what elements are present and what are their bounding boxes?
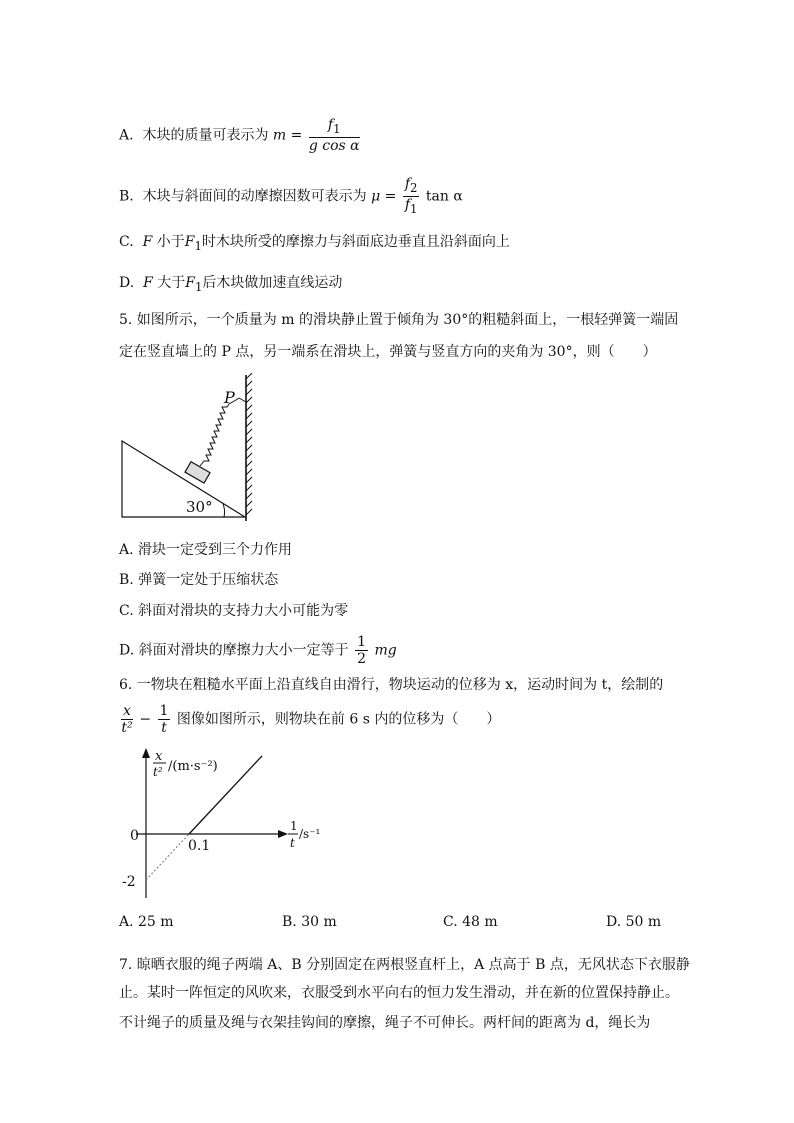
q6-option-d: D. 50 m bbox=[606, 914, 662, 930]
q4-option-a: A. 木块的质量可表示为 m = $\frac{f_1}{\text{g cos α}}$ bbox=[119, 117, 360, 154]
q6-xlabel-num: 1 bbox=[290, 819, 298, 833]
q5-stem-line2: 定在竖直墙上的 P 点，另一端系在滑块上，弹簧与竖直方向的夹角为 30°，则（ ） bbox=[119, 344, 657, 360]
q6-ylabel-den: t² bbox=[153, 765, 163, 779]
q6-x-tick-label: 0.1 bbox=[188, 838, 211, 854]
q5-point-label: P bbox=[224, 388, 235, 407]
q5-option-d: D. 斜面对滑块的摩擦力大小一定等于 $\frac{1}{2}$ mg bbox=[119, 634, 397, 667]
q7-stem-line1: 7. 晾晒衣服的绳子两端 A、B 分别固定在两根竖直杆上，A 点高于 B 点，无风状态下衣服静 bbox=[119, 957, 690, 973]
q6-option-c: C. 48 m bbox=[443, 914, 498, 930]
q4-option-d: D. F 大于$F_1$后木块做加速直线运动 bbox=[119, 275, 343, 294]
q5-angle-label: 30° bbox=[186, 498, 213, 516]
q6-options bbox=[119, 914, 679, 934]
q5-option-d-fraction: $\frac{1}{2}$ bbox=[357, 634, 367, 667]
q5-option-b: B. 弹簧一定处于压缩状态 bbox=[119, 572, 279, 588]
q6-option-a: A. 25 m bbox=[119, 914, 174, 930]
q6-origin-label: 0 bbox=[130, 828, 139, 844]
q6-xlabel-den: t bbox=[290, 836, 295, 850]
q4-option-b: B. 木块与斜面间的动摩擦因数可表示为 μ = $\frac{f_2}{f_1}$ tan α bbox=[119, 176, 463, 216]
q4-option-a-fraction: $\frac{f_1}{\text{g cos α}}$ bbox=[308, 117, 360, 154]
q4-option-b-text: 木块与斜面间的动摩擦因数可表示为 bbox=[142, 188, 367, 205]
q6-ylabel-unit: /(m·s⁻²) bbox=[168, 759, 218, 774]
q4-option-b-fraction: $\frac{f_2}{f_1}$ bbox=[404, 176, 418, 216]
q5-option-c: C. 斜面对滑块的支持力大小可能为零 bbox=[119, 603, 349, 619]
q7-stem-line2: 止。某时一阵恒定的风吹来，衣服受到水平向右的恒力发生滑动，并在新的位置保持静止。 bbox=[119, 985, 679, 1001]
q6-stem-line2: $\frac{x}{\text{t²}}$ − $\frac{1}{t}$ 图像如图所示，则物块在前 6 s 内的位移为（ ） bbox=[121, 703, 501, 736]
q7-stem-line3: 不计绳子的质量及绳与衣架挂钩间的摩擦，绳子不可伸长。两杆间的距离为 d，绳长为 bbox=[119, 1015, 651, 1031]
q6-ylabel-num: x bbox=[155, 749, 163, 764]
q5-option-a: A. 滑块一定受到三个力作用 bbox=[119, 542, 293, 558]
q4-option-a-text: 木块的质量可表示为 bbox=[142, 127, 269, 144]
q4-option-c: C. F 小于$F_1$时木块所受的摩擦力与斜面底边垂直且沿斜面向上 bbox=[119, 234, 510, 253]
q5-stem-line1: 5. 如图所示，一个质量为 m 的滑块静止置于倾角为 30°的粗糙斜面上，一根轻弹簧一端固 bbox=[119, 312, 679, 328]
q6-option-b: B. 30 m bbox=[282, 914, 337, 930]
q6-y-tick-label: -2 bbox=[122, 874, 136, 890]
q6-xlabel-unit: /s⁻¹ bbox=[299, 827, 321, 841]
q6-stem-line1: 6. 一物块在粗糙水平面上沿直线自由滑行，物块运动的位移为 x，运动时间为 t，绘制的 bbox=[119, 677, 664, 693]
q6-series-line-dashed bbox=[146, 834, 189, 880]
q6-chart bbox=[118, 746, 348, 906]
q5-incline-figure bbox=[118, 373, 278, 523]
